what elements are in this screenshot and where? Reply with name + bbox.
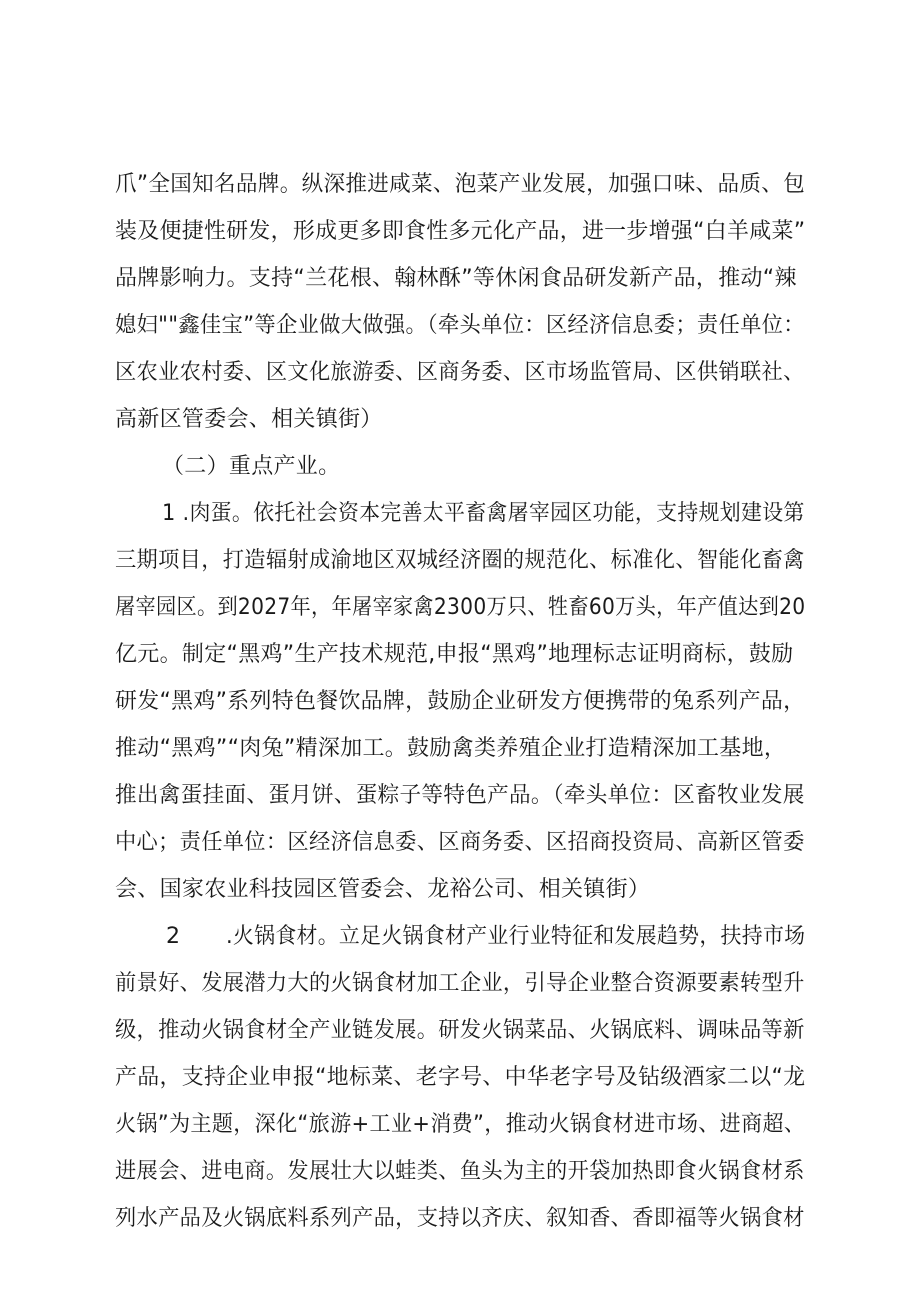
text-line: 三期项目，打造辐射成渝地区双城经济圈的规范化、标准化、智能化畜禽 [115, 548, 805, 573]
section-heading: （二）重点产业。 [162, 454, 341, 479]
text-line: 列水产品及火锅底料系列产品，支持以齐庆、叙知香、香即福等火锅食材 [115, 1206, 805, 1231]
text-line: 推出禽蛋挂面、蛋月饼、蛋粽子等特色产品。（牵头单位：区畜牧业发展 [115, 783, 805, 808]
text-line: .火锅食材。立足火锅食材产业行业特征和发展趋势，扶持市场 [226, 924, 806, 949]
text-line: 屠宰园区。到2027年，年屠宰家禽2300万只、牲畜60万头，年产值达到20 [115, 595, 806, 620]
text-line: 高新区管委会、相关镇街） [115, 407, 383, 432]
text-line: 装及便捷性研发，形成更多即食性多元化产品，进一步增强“白羊咸菜” [115, 219, 806, 244]
text-line: 级，推动火锅食材全产业链发展。研发火锅菜品、火锅底料、调味品等新 [115, 1018, 805, 1043]
text-line: 会、国家农业科技园区管委会、龙裕公司、相关镇街） [115, 877, 651, 902]
text-line: 前景好、发展潜力大的火锅食材加工企业，引导企业整合资源要素转型升 [115, 971, 805, 996]
text-line: 爪”全国知名品牌。纵深推进咸菜、泡菜产业发展，加强口味、品质、包 [115, 172, 805, 197]
text-line: 品牌影响力。支持“兰花根、翰林酥”等休闲食品研发新产品，推动“辣 [115, 266, 797, 291]
text-line: 推动“黑鸡”“肉兔”精深加工。鼓励禽类养殖企业打造精深加工基地， [115, 736, 787, 761]
text-line: 火锅”为主题，深化“旅游+工业+消费”，推动火锅食材进市场、进商超、 [115, 1112, 806, 1137]
text-line: 产品，支持企业申报“地标菜、老字号、中华老字号及钻级酒家二以“龙 [115, 1065, 806, 1090]
text-line: 中心；责任单位：区经济信息委、区商务委、区招商投资局、高新区管委 [115, 830, 805, 855]
text-line: 进展会、进电商。发展壮大以蛙类、鱼头为主的开袋加热即食火锅食材系 [115, 1159, 805, 1184]
text-line: 研发“黑鸡”系列特色餐饮品牌，鼓励企业研发方便携带的兔系列产品， [115, 689, 806, 714]
text-line: 区农业农村委、区文化旅游委、区商务委、区市场监管局、区供销联社、 [115, 360, 805, 385]
text-line: 1 .肉蛋。依托社会资本完善太平畜禽屠宰园区功能，支持规划建设第 [162, 501, 805, 526]
item-number: 2 [166, 924, 180, 949]
text-line: 亿元。制定“黑鸡”生产技术规范,申报“黑鸡”地理标志证明商标，鼓励 [115, 642, 794, 667]
text-line: 媳妇""鑫佳宝”等企业做大做强。（牵头单位：区经济信息委；责任单位： [115, 313, 805, 338]
